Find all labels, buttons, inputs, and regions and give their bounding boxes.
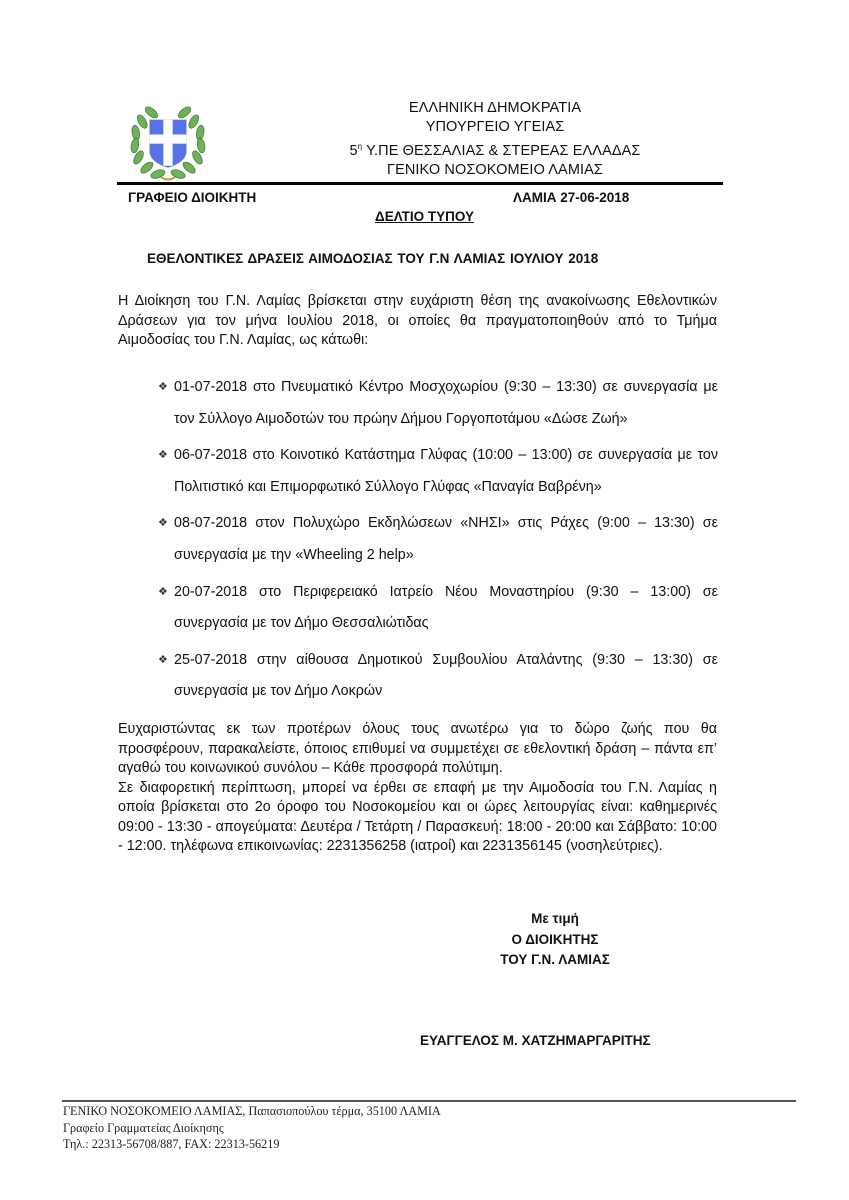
event-text: 06-07-2018 στο Κοινοτικό Κατάστημα Γλύφας (10:00 – 13:00) σε συνεργασία με τον Πολιτιστικό και Επιμορφωτικό Σύλλογο Γλύφας «Παναγία Βαβρένη» [174,447,718,495]
signoff-organization: ΤΟΥ Γ.Ν. ΛΑΜΙΑΣ [500,952,610,967]
region-ordinal: η [357,142,363,151]
intro-paragraph: Η Διοίκηση του Γ.Ν. Λαμίας βρίσκεται στην ευχάριστη θέση της ανακοίνωσης Εθελοντικών Δράσεων για τον μήνα Ιουλίου 2018, οι οποίες θα πραγματοποιηθούν από το Τμήμα Αιμοδοσίας του Γ.Ν. Λαμίας, ως κάτωθι: [118,293,717,348]
document-type [0,209,849,224]
diamond-bullet-icon: ❖ [158,449,168,462]
footer-department: Γραφείο Γραμματείας Διοίκησης [63,1120,224,1135]
document-type-label: ΔΕΛΤΙΟ ΤΥΠΟΥ [375,209,474,224]
region-name: Υ.ΠΕ ΘΕΣΣΑΛΙΑΣ & ΣΤΕΡΕΑΣ ΕΛΛΑΔΑΣ [362,143,641,159]
greek-coat-of-arms-icon [122,94,214,186]
office-label: ΓΡΑΦΕΙΟ ΔΙΟΙΚΗΤΗ [128,190,257,205]
event-item [158,577,718,640]
footer-address: ΓΕΝΙΚΟ ΝΟΣΟΚΟΜΕΙΟ ΛΑΜΙΑΣ, Παπασιοπούλου τέρμα, 35100 ΛΑΜΙΑ [63,1104,441,1118]
diamond-bullet-icon: ❖ [158,653,168,666]
footer-divider [62,1100,796,1102]
diamond-bullet-icon: ❖ [158,517,168,530]
thanks-paragraph: Ευχαριστώντας εκ των προτέρων όλους τους ανωτέρω για το δώρο ζωής που θα προσφέρουν, παρακαλείστε, όποιος επιθυμεί να συμμετέχει σε εθελοντική δράση – πάντα επ’ αγαθώ του κοινωνικού συνόλου – Κάθε προσφορά πολύτιμη. [118,721,717,776]
letterhead-republic: ΕΛΛΗΝΙΚΗ ΔΗΜΟΚΡΑΤΙΑ [408,100,582,116]
signoff-title: Ο ΔΙΟΙΚΗΤΗΣ [511,931,599,947]
closing-section [118,720,717,857]
footer [63,1103,441,1153]
event-text: 25-07-2018 στην αίθουσα Δημοτικού Συμβουλίου Αταλάντης (9:30 – 13:30) σε συνεργασία με τον Δήμο Λοκρών [174,651,718,700]
letterhead [250,99,740,180]
letterhead-hospital: ΓΕΝΙΚΟ ΝΟΣΟΚΟΜΕΙΟ ΛΑΜΙΑΣ [387,162,603,178]
signoff-greeting: Με τιμή [531,911,579,926]
footer-phones: Τηλ.: 22313-56708/887, FAX: 22313-56219 [63,1137,280,1151]
signoff-block [440,909,670,971]
event-list [158,372,718,713]
letterhead-ministry: ΥΠΟΥΡΓΕΙΟ ΥΓΕΙΑΣ [425,119,565,135]
region-number: 5 [349,143,358,159]
event-text: 08-07-2018 στον Πολυχώρο Εκδηλώσεων «ΝΗΣΙ» στις Ράχες (9:00 – 13:30) σε συνεργασία με την «Wheeling 2 help» [174,515,718,563]
letterhead-health-region [250,137,740,161]
signer-name: ΕΥΑΓΓΕΛΟΣ Μ. ΧΑΤΖΗΜΑΡΓΑΡΙΤΗΣ [420,1033,651,1048]
event-text: 01-07-2018 στο Πνευματικό Κέντρο Μοσχοχωρίου (9:30 – 13:30) σε συνεργασία με τον Σύλλογο Αιμοδοτών του πρώην Δήμου Γοργοποτάμου «Δώσε Ζωή» [174,379,718,427]
document-date: ΛΑΜΙΑ 27-06-2018 [513,190,630,205]
event-item [158,645,718,708]
diamond-bullet-icon: ❖ [158,381,168,393]
event-item [158,440,718,503]
subject-heading: ΕΘΕΛΟΝΤΙΚΕΣ ΔΡΑΣΕΙΣ ΑΙΜΟΔΟΣΙΑΣ ΤΟΥ Γ.Ν ΛΑΜΙΑΣ ΙΟΥΛΙΟΥ 2018 [147,251,599,266]
event-item [158,372,718,435]
event-item [158,508,718,571]
event-text: 20-07-2018 στο Περιφερειακό Ιατρείο Νέου Μοναστηρίου (9:30 – 13:00) σε συνεργασία με τον Δήμο Θεσσαλιώτιδας [174,583,718,632]
contact-paragraph: Σε διαφορετική περίπτωση, μπορεί να έρθει σε επαφή με την Αιμοδοσία του Γ.Ν. Λαμίας η οποία βρίσκεται στο 2ο όροφο του Νοσοκομείου και οι ώρες λειτουργίας είναι: καθημερινές 09:00 - 13:30 - απογεύματα: Δευτέρα / Τετάρτη / Παρασκευή: 18:00 - 20:00 και Σάββατο: 10:00 - 12:00. τηλέφωνα επικοινωνίας: 2231356258 (ιατροί) και 2231356145 (νοσηλεύτριες). [118,779,717,854]
diamond-bullet-icon: ❖ [158,585,168,598]
header-divider [117,182,723,185]
